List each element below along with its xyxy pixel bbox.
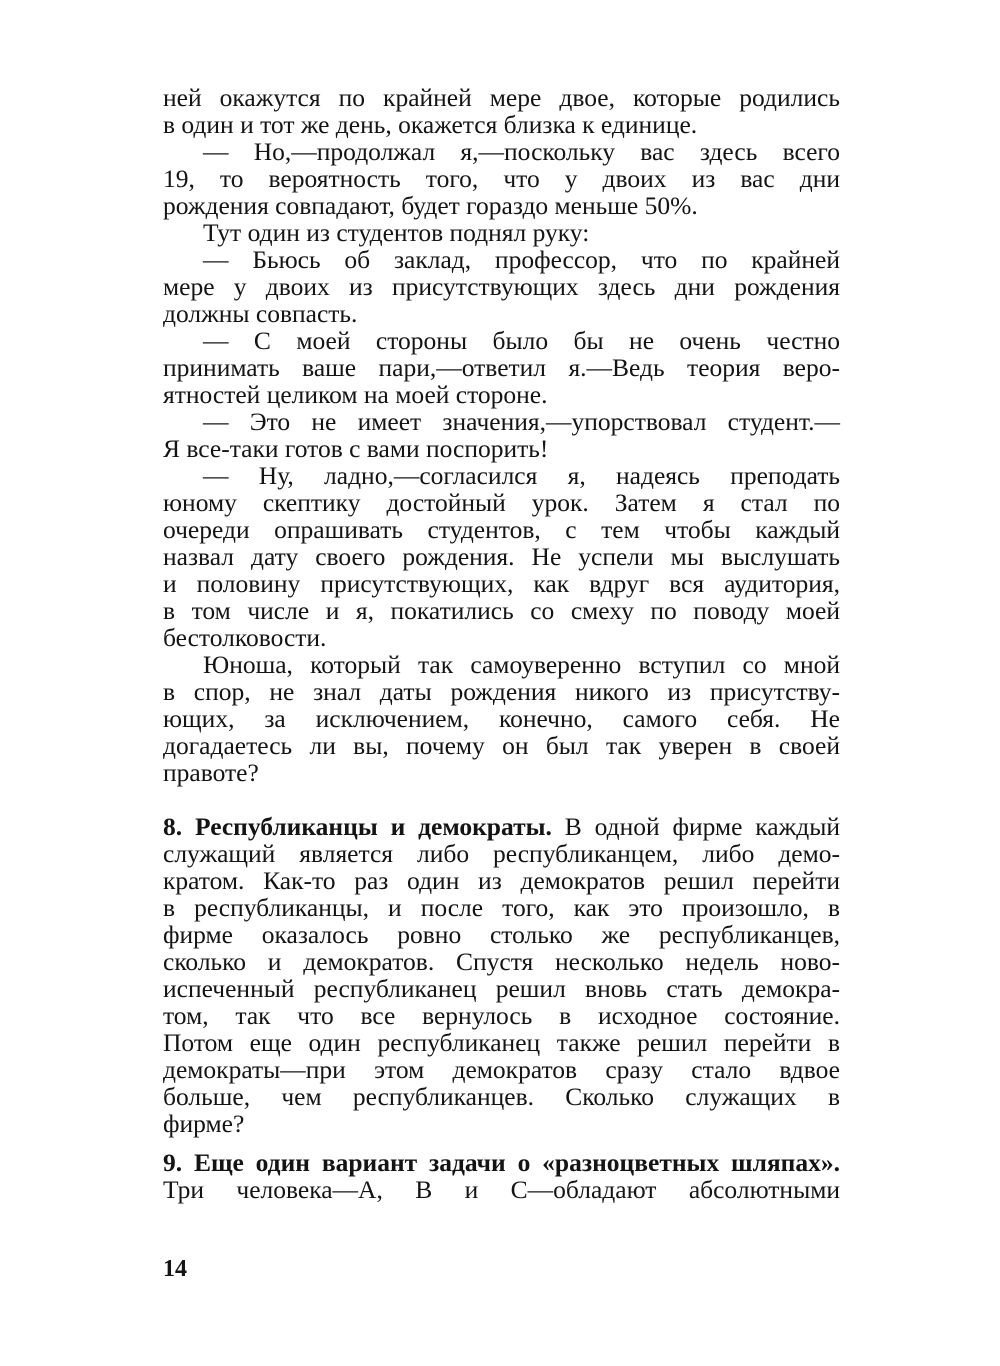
paragraph bbox=[163, 219, 840, 246]
text-line: мере у двоих из присутствующих здесь дни рождения bbox=[163, 272, 840, 301]
text-line: кратом. Как-то раз один из демократов решил перейти bbox=[163, 866, 840, 895]
text-line: испеченный республиканец решил вновь стать демокра- bbox=[163, 974, 840, 1003]
text-line: больше, чем республиканцев. Сколько служащих в bbox=[163, 1082, 840, 1111]
text-line: служащий является либо республиканцем, либо демо- bbox=[163, 839, 840, 868]
text-line: ющих, за исключением, конечно, самого себя. Не bbox=[163, 704, 840, 733]
problem-8-first-line bbox=[163, 813, 840, 840]
problem-8-first-line-rest: В одной фирме каждый bbox=[551, 812, 840, 841]
text-line: — Ну, ладно,—согласился я, надеясь преподать bbox=[203, 461, 840, 490]
paragraph bbox=[163, 462, 840, 651]
text-line: в том числе и я, покатились со смеху по поводу моей bbox=[163, 596, 840, 625]
text-line: фирме? bbox=[163, 1109, 245, 1138]
paragraph bbox=[163, 138, 840, 219]
text-line: ятностей целиком на моей стороне. bbox=[163, 380, 548, 409]
text-line: сколько и демократов. Спустя несколько недель ново- bbox=[163, 947, 840, 976]
text-line: 19, то вероятность того, что у двоих из вас дни bbox=[163, 164, 840, 193]
text-line: бестолковости. bbox=[163, 623, 327, 652]
problem-8-heading: 8. Республиканцы и демократы. bbox=[163, 812, 552, 841]
page-number: 14 bbox=[163, 1256, 187, 1282]
text-line: Я все-таки готов с вами поспорить! bbox=[163, 434, 549, 463]
text-line: — Но,—продолжал я,—поскольку вас здесь всего bbox=[203, 137, 840, 166]
text-line: Юноша, который так самоуверенно вступил со мной bbox=[203, 650, 840, 679]
paragraph bbox=[163, 408, 840, 462]
text-line: Тут один из студентов поднял руку: bbox=[203, 218, 590, 247]
text-line: в один и тот же день, окажется близка к единице. bbox=[163, 110, 698, 139]
text-line: очереди опрашивать студентов, с тем чтобы каждый bbox=[163, 515, 840, 544]
text-line: ней окажутся по крайней мере двое, которые родились bbox=[163, 83, 840, 112]
text-line: принимать ваше пари,—ответил я.—Ведь теория веро- bbox=[163, 353, 840, 382]
text-line: Три человека—А, В и С—обладают абсолютными bbox=[163, 1175, 840, 1204]
text-line: догадаетесь ли вы, почему он был так уверен в своей bbox=[163, 731, 840, 760]
page-text bbox=[163, 84, 840, 1203]
paragraph bbox=[163, 651, 840, 786]
text-line: и половину присутствующих, как вдруг вся аудитория, bbox=[163, 569, 840, 598]
problem-9 bbox=[163, 1149, 840, 1203]
text-line: — С моей стороны было бы не очень честно bbox=[203, 326, 840, 355]
text-line: юному скептику достойный урок. Затем я стал по bbox=[163, 488, 840, 517]
paragraph bbox=[163, 327, 840, 408]
problem-8 bbox=[163, 813, 840, 1137]
text-line: должны совпасть. bbox=[163, 299, 358, 328]
text-line: правоте? bbox=[163, 758, 259, 787]
text-line: Потом еще один республиканец также решил перейти в bbox=[163, 1028, 840, 1057]
text-line: фирме оказалось ровно столько же республиканцев, bbox=[163, 920, 840, 949]
text-line: в республиканцы, и после того, как это произошло, в bbox=[163, 893, 840, 922]
text-line: — Это не имеет значения,—упорствовал студент.— bbox=[203, 407, 840, 436]
text-line: том, так что все вернулось в исходное состояние. bbox=[163, 1001, 840, 1030]
paragraph-continuation bbox=[163, 84, 840, 138]
text-line: в спор, не знал даты рождения никого из присутству- bbox=[163, 677, 840, 706]
text-line: рождения совпадают, будет гораздо меньше 50%. bbox=[163, 191, 698, 220]
text-line: — Бьюсь об заклад, профессор, что по крайней bbox=[203, 245, 840, 274]
problem-9-heading: 9. Еще один вариант задачи о «разноцветных шляпах». bbox=[163, 1148, 840, 1177]
paragraph bbox=[163, 246, 840, 327]
text-line: демократы—при этом демократов сразу стало вдвое bbox=[163, 1055, 840, 1084]
text-line: назвал дату своего рождения. Не успели мы выслушать bbox=[163, 542, 840, 571]
